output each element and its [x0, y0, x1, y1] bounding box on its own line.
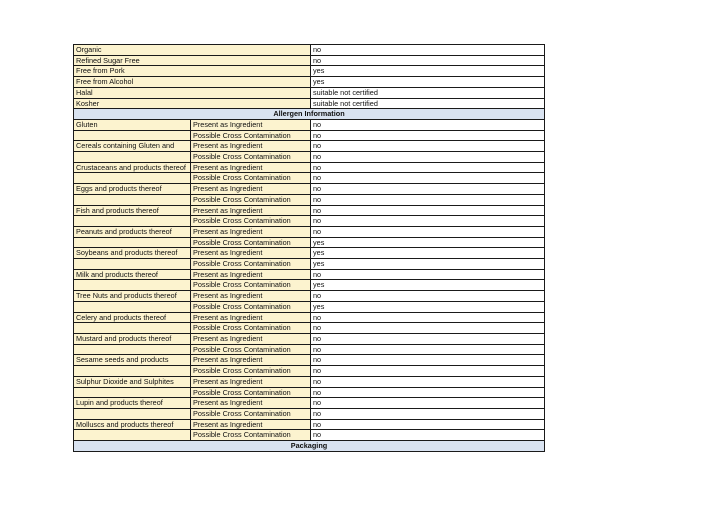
allergen-row [74, 216, 545, 227]
attribute-row [74, 98, 545, 109]
product-spec-table [73, 44, 545, 452]
allergen-name-blank [74, 408, 191, 419]
allergen-value: no [311, 291, 545, 302]
allergen-row [74, 269, 545, 280]
attribute-row [74, 77, 545, 88]
packaging-section-header-row [74, 441, 545, 452]
allergen-name-blank [74, 387, 191, 398]
allergen-row [74, 323, 545, 334]
allergen-value: no [311, 333, 545, 344]
attribute-value: suitable not certified [311, 87, 545, 98]
attribute-label: Organic [74, 45, 311, 56]
allergen-type: Present as Ingredient [191, 419, 311, 430]
allergen-value: no [311, 387, 545, 398]
allergen-value: no [311, 323, 545, 334]
allergen-name-blank [74, 301, 191, 312]
allergen-type: Present as Ingredient [191, 248, 311, 259]
attribute-value: yes [311, 77, 545, 88]
allergen-type: Present as Ingredient [191, 162, 311, 173]
allergen-value: yes [311, 280, 545, 291]
allergen-name: Celery and products thereof [74, 312, 191, 323]
attribute-label: Kosher [74, 98, 311, 109]
allergen-type: Possible Cross Contamination [191, 323, 311, 334]
spec-sheet [73, 44, 544, 452]
allergen-value: no [311, 205, 545, 216]
attribute-label: Free from Alcohol [74, 77, 311, 88]
allergen-name-blank [74, 430, 191, 441]
attribute-value: no [311, 55, 545, 66]
allergen-row [74, 162, 545, 173]
allergen-row [74, 119, 545, 130]
allergen-type: Present as Ingredient [191, 333, 311, 344]
allergen-row [74, 130, 545, 141]
allergen-value: no [311, 312, 545, 323]
allergen-value: no [311, 216, 545, 227]
allergen-name: Eggs and products thereof [74, 184, 191, 195]
allergen-name: Crustaceans and products thereof [74, 162, 191, 173]
allergen-name-blank [74, 152, 191, 163]
allergen-type: Possible Cross Contamination [191, 344, 311, 355]
allergen-row [74, 387, 545, 398]
attribute-value: yes [311, 66, 545, 77]
allergen-type: Possible Cross Contamination [191, 301, 311, 312]
allergen-value: no [311, 269, 545, 280]
allergen-name: Mustard and products thereof [74, 333, 191, 344]
allergen-row [74, 184, 545, 195]
allergen-row [74, 248, 545, 259]
allergen-row [74, 366, 545, 377]
allergen-name: Sesame seeds and products [74, 355, 191, 366]
allergen-row [74, 312, 545, 323]
allergen-type: Present as Ingredient [191, 398, 311, 409]
allergen-name-blank [74, 216, 191, 227]
allergen-value: no [311, 226, 545, 237]
allergen-name-blank [74, 280, 191, 291]
allergen-row [74, 419, 545, 430]
allergen-type: Possible Cross Contamination [191, 366, 311, 377]
allergen-name-blank [74, 344, 191, 355]
allergen-name: Peanuts and products thereof [74, 226, 191, 237]
allergen-type: Present as Ingredient [191, 205, 311, 216]
allergen-name: Sulphur Dioxide and Sulphites [74, 376, 191, 387]
allergen-name-blank [74, 130, 191, 141]
allergen-value: no [311, 162, 545, 173]
allergen-type: Possible Cross Contamination [191, 173, 311, 184]
attribute-value: no [311, 45, 545, 56]
allergen-row [74, 205, 545, 216]
allergen-row [74, 237, 545, 248]
allergen-row [74, 344, 545, 355]
allergen-name: Cereals containing Gluten and [74, 141, 191, 152]
allergen-value: no [311, 119, 545, 130]
allergen-type: Possible Cross Contamination [191, 152, 311, 163]
allergen-name: Lupin and products thereof [74, 398, 191, 409]
allergen-row [74, 333, 545, 344]
allergen-type: Present as Ingredient [191, 291, 311, 302]
allergen-value: no [311, 408, 545, 419]
allergen-row [74, 173, 545, 184]
attribute-row [74, 87, 545, 98]
allergen-type: Possible Cross Contamination [191, 408, 311, 419]
attribute-label: Free from Pork [74, 66, 311, 77]
attribute-row [74, 66, 545, 77]
allergen-row [74, 141, 545, 152]
allergen-value: yes [311, 248, 545, 259]
allergen-name-blank [74, 323, 191, 334]
allergen-name: Gluten [74, 119, 191, 130]
allergen-type: Possible Cross Contamination [191, 387, 311, 398]
allergen-value: no [311, 194, 545, 205]
allergen-row [74, 152, 545, 163]
allergen-value: no [311, 419, 545, 430]
allergen-value: no [311, 141, 545, 152]
attribute-label: Refined Sugar Free [74, 55, 311, 66]
allergen-row [74, 376, 545, 387]
allergen-row [74, 301, 545, 312]
allergen-value: no [311, 173, 545, 184]
allergen-value: no [311, 398, 545, 409]
allergen-value: yes [311, 259, 545, 270]
allergen-row [74, 355, 545, 366]
allergen-type: Possible Cross Contamination [191, 237, 311, 248]
allergen-name-blank [74, 173, 191, 184]
allergen-value: no [311, 430, 545, 441]
allergen-name: Tree Nuts and products thereof [74, 291, 191, 302]
allergen-section-title: Allergen Information [74, 109, 545, 120]
allergen-value: yes [311, 301, 545, 312]
attribute-row [74, 45, 545, 56]
allergen-row [74, 291, 545, 302]
allergen-name-blank [74, 194, 191, 205]
allergen-type: Present as Ingredient [191, 376, 311, 387]
allergen-name-blank [74, 237, 191, 248]
allergen-value: no [311, 184, 545, 195]
allergen-row [74, 408, 545, 419]
allergen-type: Present as Ingredient [191, 355, 311, 366]
allergen-value: no [311, 376, 545, 387]
allergen-row [74, 280, 545, 291]
allergen-name: Soybeans and products thereof [74, 248, 191, 259]
allergen-type: Possible Cross Contamination [191, 259, 311, 270]
allergen-value: no [311, 152, 545, 163]
attribute-row [74, 55, 545, 66]
allergen-type: Possible Cross Contamination [191, 430, 311, 441]
allergen-type: Possible Cross Contamination [191, 280, 311, 291]
allergen-row [74, 430, 545, 441]
allergen-row [74, 194, 545, 205]
allergen-name-blank [74, 259, 191, 270]
allergen-name: Molluscs and products thereof [74, 419, 191, 430]
allergen-type: Present as Ingredient [191, 119, 311, 130]
allergen-row [74, 259, 545, 270]
allergen-value: no [311, 130, 545, 141]
attribute-value: suitable not certified [311, 98, 545, 109]
attribute-label: Halal [74, 87, 311, 98]
allergen-name-blank [74, 366, 191, 377]
allergen-type: Possible Cross Contamination [191, 194, 311, 205]
allergen-type: Possible Cross Contamination [191, 216, 311, 227]
allergen-name: Milk and products thereof [74, 269, 191, 280]
allergen-value: no [311, 355, 545, 366]
packaging-section-title: Packaging [74, 441, 545, 452]
allergen-type: Present as Ingredient [191, 269, 311, 280]
allergen-value: no [311, 344, 545, 355]
allergen-value: no [311, 366, 545, 377]
allergen-value: yes [311, 237, 545, 248]
allergen-type: Possible Cross Contamination [191, 130, 311, 141]
allergen-type: Present as Ingredient [191, 226, 311, 237]
allergen-name: Fish and products thereof [74, 205, 191, 216]
allergen-section-header-row [74, 109, 545, 120]
allergen-row [74, 398, 545, 409]
allergen-type: Present as Ingredient [191, 184, 311, 195]
allergen-row [74, 226, 545, 237]
allergen-type: Present as Ingredient [191, 312, 311, 323]
allergen-type: Present as Ingredient [191, 141, 311, 152]
